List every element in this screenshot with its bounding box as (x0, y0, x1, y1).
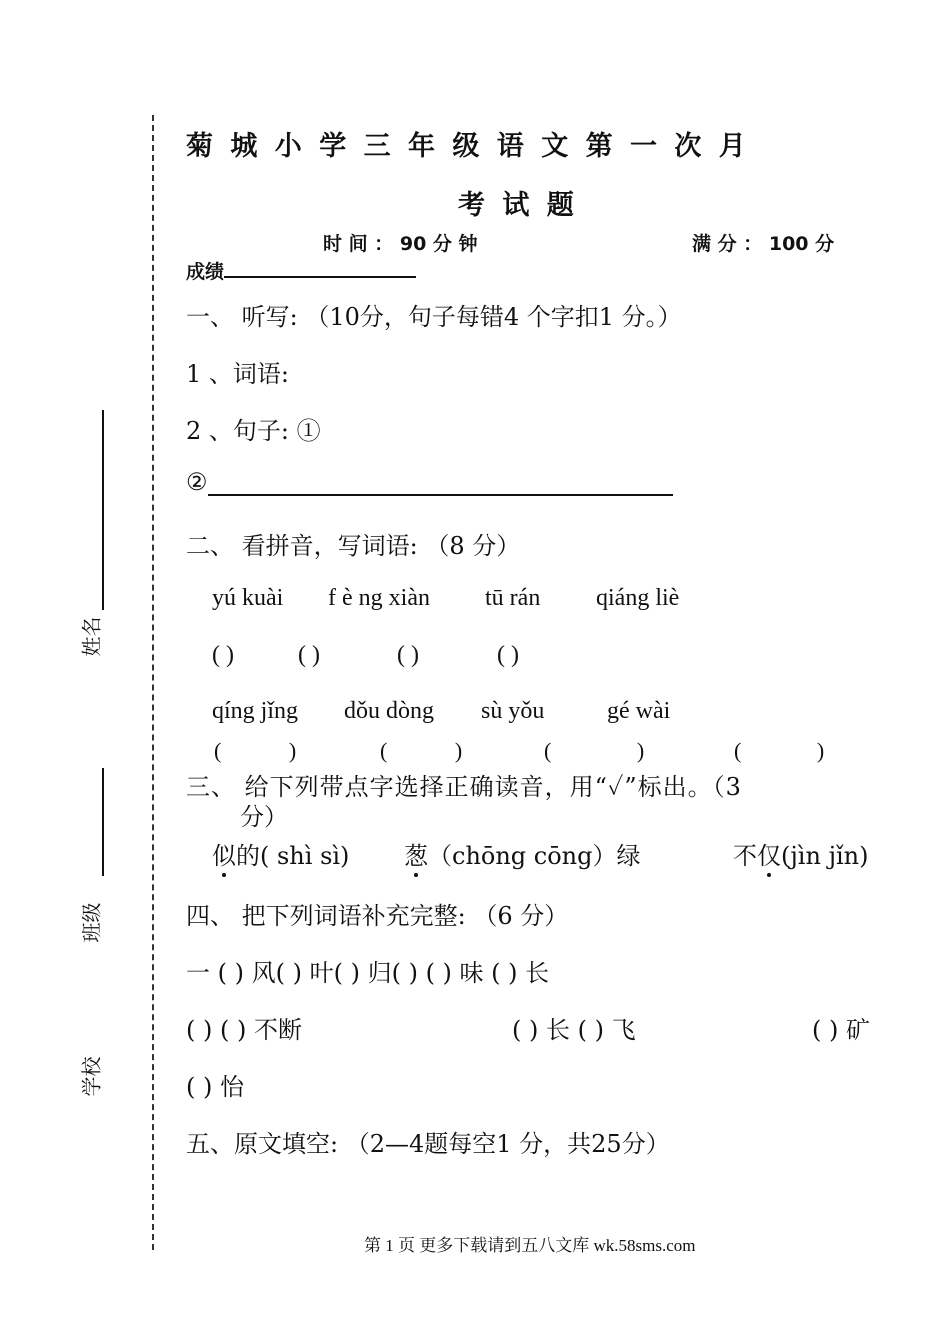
section5-heading: 五、原文填空: （2—4题每空1 分，共25分） (186, 1130, 670, 1158)
answer-box-8: ( ) (734, 738, 825, 763)
answer-box-1: ( ) (212, 642, 234, 668)
answer-box-5: ( ) (214, 738, 297, 763)
section4-heading: 四、 把下列词语补充完整: （6 分） (186, 902, 569, 930)
binding-dashed-line (152, 115, 154, 1250)
score-label: 成绩 (186, 261, 225, 283)
idiom-row-1: 一 ( ) 风( ) 叶( ) 归( ) ( ) 味 ( ) 长 (186, 959, 550, 987)
name-label: 姓名 (79, 616, 104, 657)
idiom-row-2b: ( ) 长 ( ) 飞 (512, 1016, 636, 1044)
choice-3-text: (jìn jǐn) (781, 842, 869, 870)
dotted-char-3: 仅 (757, 842, 781, 870)
section3-heading-cont: 分） (240, 803, 288, 831)
class-label: 班级 (79, 902, 104, 943)
answer-box-7: ( ) (544, 738, 645, 763)
class-blank-line (102, 768, 104, 876)
choice-2-text: （chōng cōng）绿 (428, 842, 641, 870)
answer-box-6: ( ) (380, 738, 463, 763)
sentence-blank (208, 468, 673, 496)
pinyin-6: dǒu dòng (344, 698, 434, 724)
dotted-char-1: 似 (212, 842, 236, 870)
reading-choice-2 (404, 836, 641, 871)
section1-item1: 1 、词语: (186, 360, 289, 388)
pinyin-4: qiáng liè (596, 585, 680, 611)
name-blank-line (102, 410, 104, 610)
idiom-row-3: ( ) 怡 (186, 1073, 244, 1101)
idiom-row-2a: ( ) ( ) 不断 (186, 1016, 302, 1044)
section1-item2: 2 、句子: ① (186, 417, 321, 445)
dotted-char-2: 葱 (404, 842, 428, 870)
section1-heading: 一、 听写: （10分，句子每错4 个字扣1 分。） (186, 303, 682, 331)
section3-heading: 三、 给下列带点字选择正确读音，用“✓”标出。（3 (186, 773, 742, 801)
circled-two: ② (186, 468, 208, 496)
exam-title-line2: 考 试 题 (458, 190, 578, 221)
idiom-row-2c: ( ) 矿 (812, 1016, 870, 1044)
answer-box-2: ( ) (298, 642, 320, 668)
exam-title-line1: 菊 城 小 学 三 年 级 语 文 第 一 次 月 (186, 131, 750, 162)
pinyin-2: f è ng xiàn (328, 585, 430, 611)
answer-box-3: ( ) (397, 642, 419, 668)
full-score-label: 满 分 ： 100 分 (692, 233, 835, 255)
time-label: 时 间 ： 90 分 钟 (323, 233, 478, 255)
section1-item3 (186, 468, 673, 496)
reading-choice-1 (212, 836, 349, 871)
reading-choice-3 (733, 836, 869, 871)
pinyin-3: tū rán (485, 585, 541, 611)
answer-box-4: ( ) (497, 642, 519, 668)
school-label: 学校 (79, 1056, 104, 1097)
page-footer: 第 1 页 更多下载请到五八文库 wk.58sms.com (364, 1236, 696, 1255)
score-blank (224, 256, 416, 278)
section2-heading: 二、 看拼音，写词语: （8 分） (186, 532, 521, 560)
pinyin-8: gé wài (607, 698, 671, 724)
choice-3-prefix: 不 (733, 842, 757, 870)
choice-1-text: 的( shì sì) (236, 842, 350, 870)
score-field (186, 256, 416, 284)
pinyin-7: sù yǒu (481, 698, 545, 724)
pinyin-1: yú kuài (212, 585, 284, 611)
pinyin-5: qíng jǐng (212, 698, 299, 724)
